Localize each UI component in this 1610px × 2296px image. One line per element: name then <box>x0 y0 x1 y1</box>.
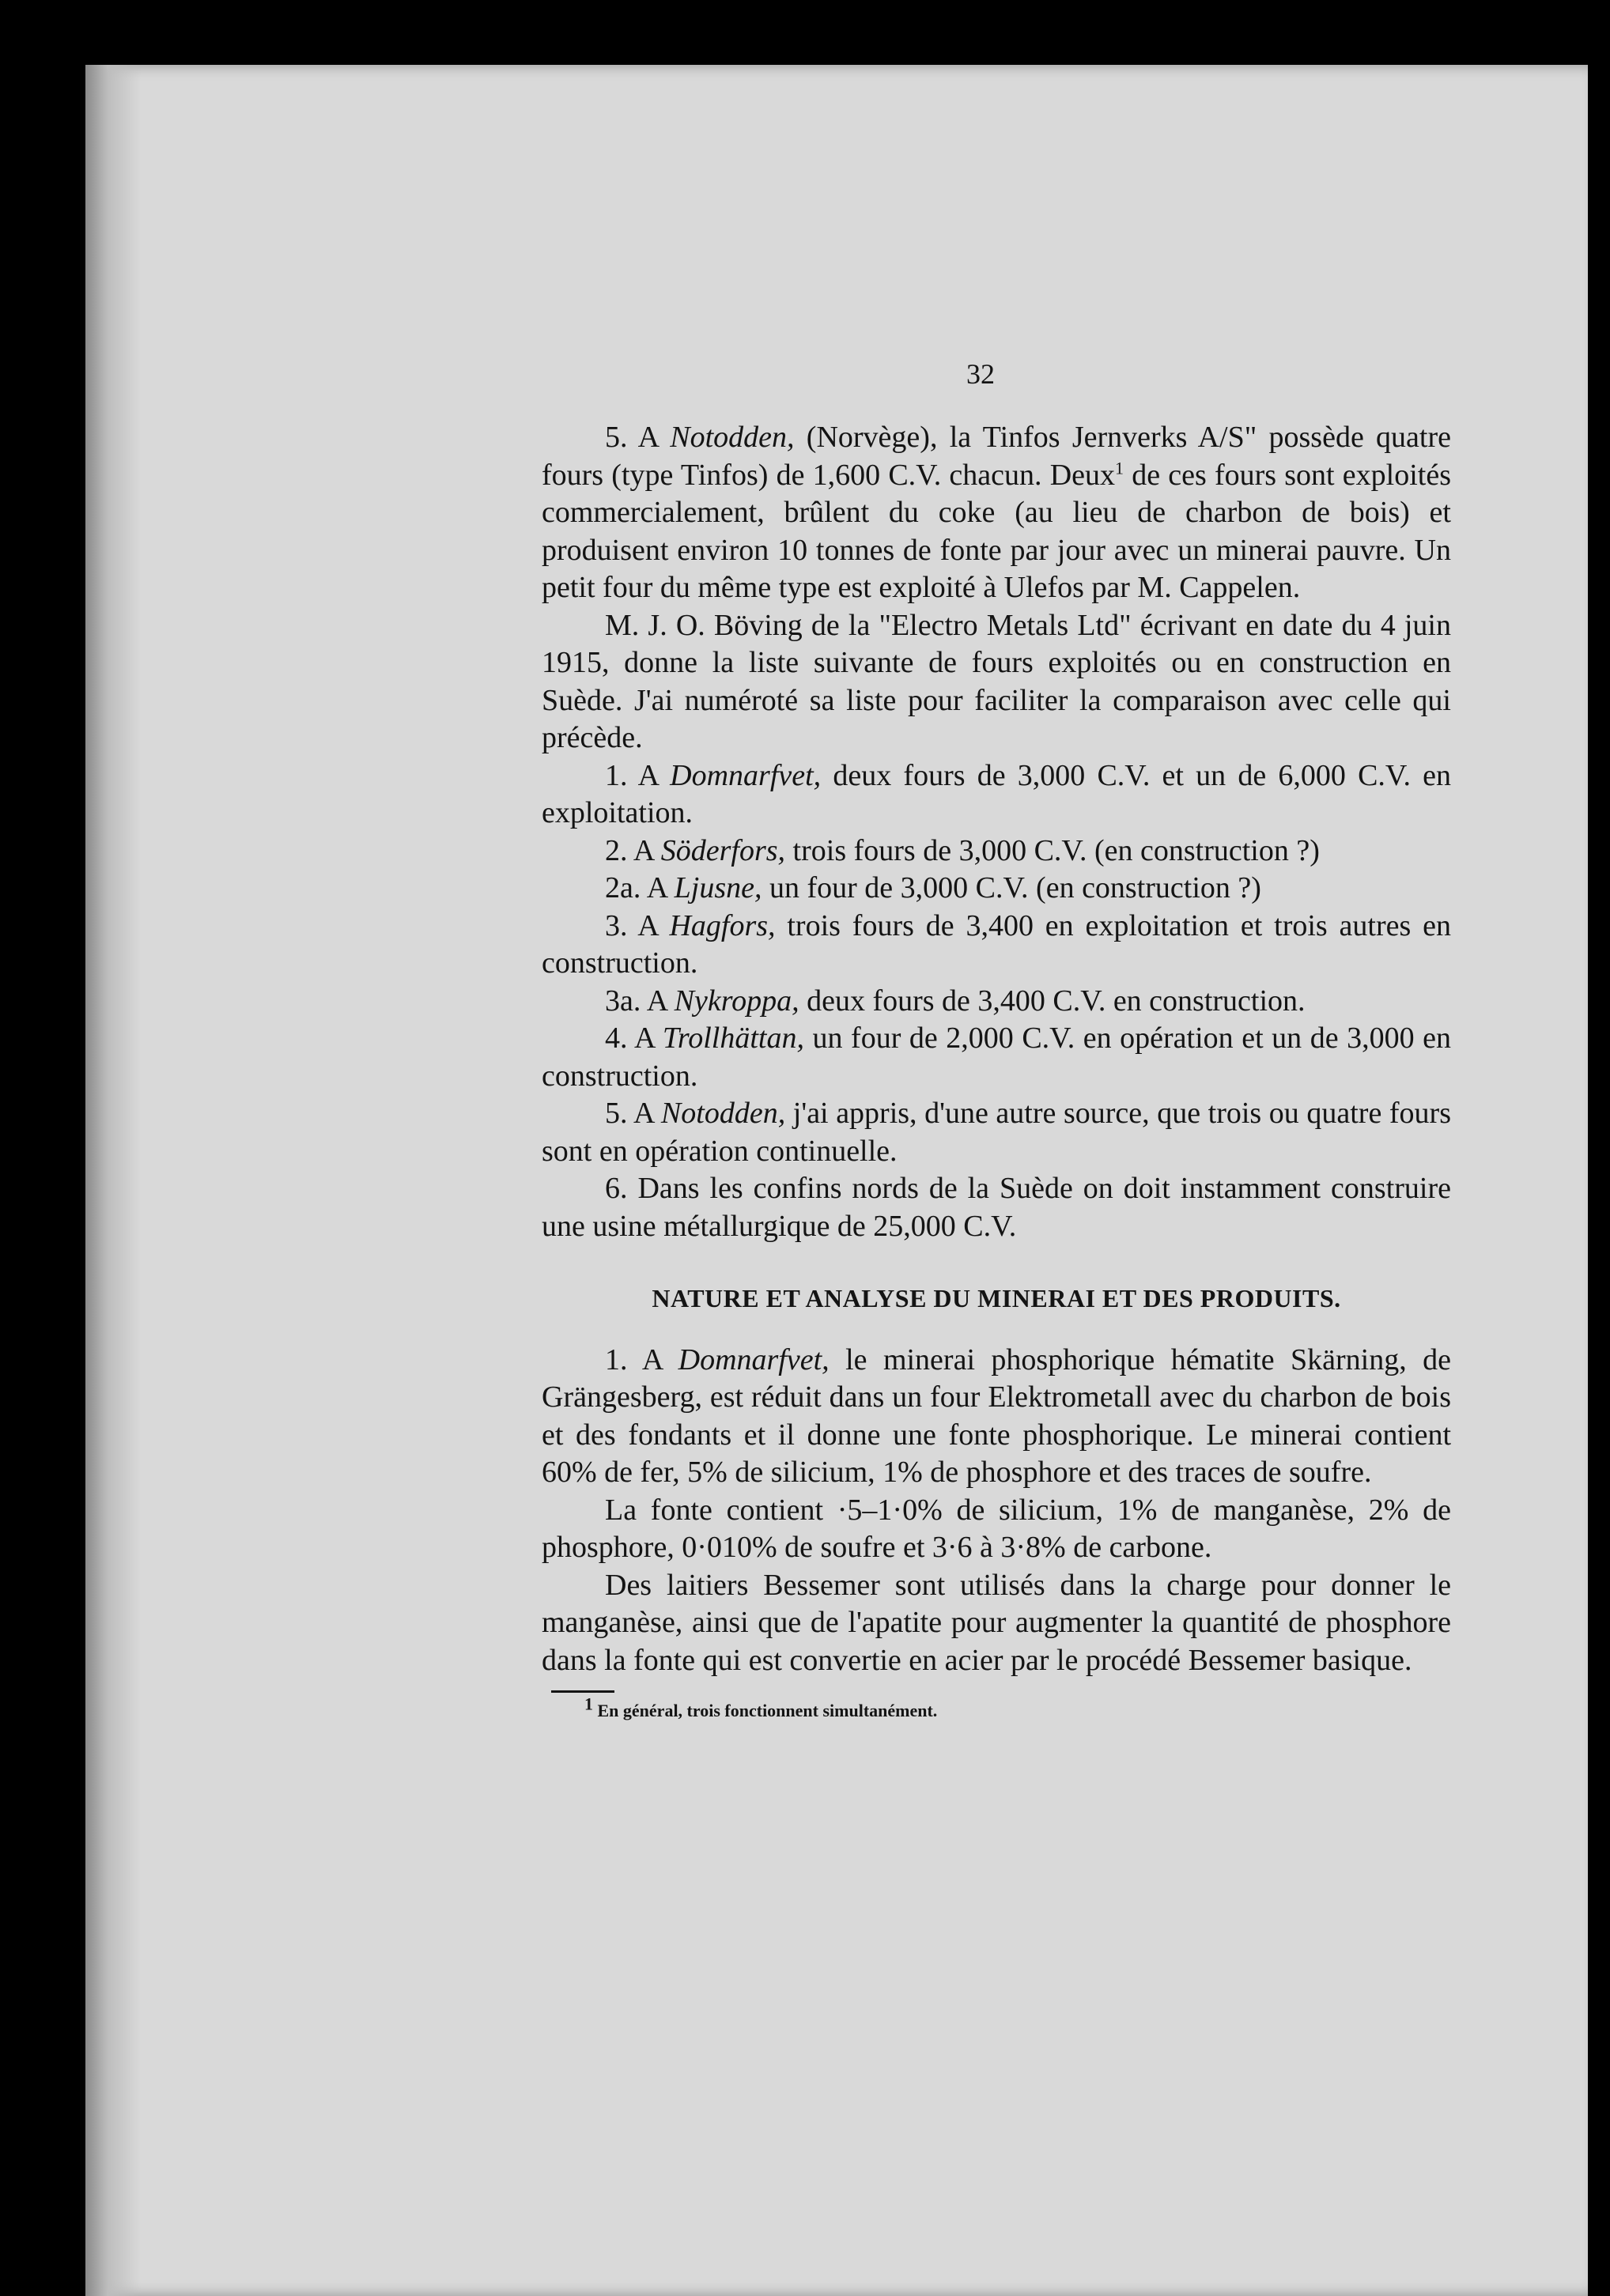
paragraph-boving: M. J. O. Böving de la "Electro Metals Ltd" écrivant en date du 4 juin 1915, donne la liste suivante de fours exploités ou en construction en Suède. J'ai numéroté sa liste pour faciliter la comparaison avec celle qui précède. <box>542 608 1451 754</box>
paragraph-notodden: 5. A Notodden, (Norvège), la Tinfos Jernverks A/S" possède quatre fours (type Tinfos) de 1,600 C.V. chacun. Deux$^1$ de ces fours sont exploités commercialement, brûlent du coke (au lieu de charbon de bois) et produisent environ 10 tonnes de fonte par jour avec un minerai pauvre. Un petit four du même type est exploité à Ulefos par M. Cappelen. <box>542 421 1452 604</box>
footnote-divider <box>551 1690 614 1693</box>
section-heading: NATURE ET ANALYSE DU MINERAI ET DES PRODUITS. <box>652 1284 1341 1312</box>
paragraph-domnarfvet-ore: 1. A Domnarfvet, le minerai phosphorique hématite Skärning, de Grängesberg, est réduit dans un four Elektrometall avec du charbon de bois et des fondants et il donne une fonte phosphorique. Le minerai contient 60% de fer, 5% de silicium, 1% de phosphore et des traces de soufre. <box>542 1342 1452 1489</box>
list-item: 1. A Domnarfvet, deux fours de 3,000 C.V. et un de 6,000 C.V. en exploitation. <box>542 758 1452 829</box>
footnote: $^1$ En général, trois fonctionnent simultanément. <box>584 1694 938 1720</box>
list-item: 5. A Notodden, j'ai appris, d'une autre source, que trois ou quatre fours sont en opération continuelle. <box>542 1097 1452 1168</box>
page-number: 32 <box>966 358 995 390</box>
list-item: 2. A Söderfors, trois fours de 3,000 C.V. (en construction ?) <box>605 833 1320 867</box>
page-body <box>542 419 1451 1721</box>
list-item: 3. A Hagfors, trois fours de 3,400 en exploitation et trois autres en construction. <box>542 908 1451 980</box>
list-item: 4. A Trollhättan, un four de 2,000 C.V. en opération et un de 3,000 en construction. <box>542 1021 1452 1093</box>
paragraph-laitiers: Des laitiers Bessemer sont utilisés dans la charge pour donner le manganèse, ainsi que de l'apatite pour augmenter la quantité de phosphore dans la fonte qui est convertie en acier par le procédé Bessemer basique. <box>542 1568 1451 1677</box>
list-item: 6. Dans les confins nords de la Suède on doit instamment construire une usine métallurgique de 25,000 C.V. <box>542 1172 1451 1243</box>
list-item: 2a. A Ljusne, un four de 3,000 C.V. (en construction ?) <box>605 871 1261 904</box>
paragraph-fonte: La fonte contient ·5–1·0% de silicium, 1% de manganèse, 2% de phosphore, 0·010% de soufre et 3·6 à 3·8% de carbone. <box>542 1493 1451 1564</box>
page-binding-shadow <box>85 65 141 2296</box>
list-item: 3a. A Nykroppa, deux fours de 3,400 C.V. en construction. <box>605 984 1306 1018</box>
